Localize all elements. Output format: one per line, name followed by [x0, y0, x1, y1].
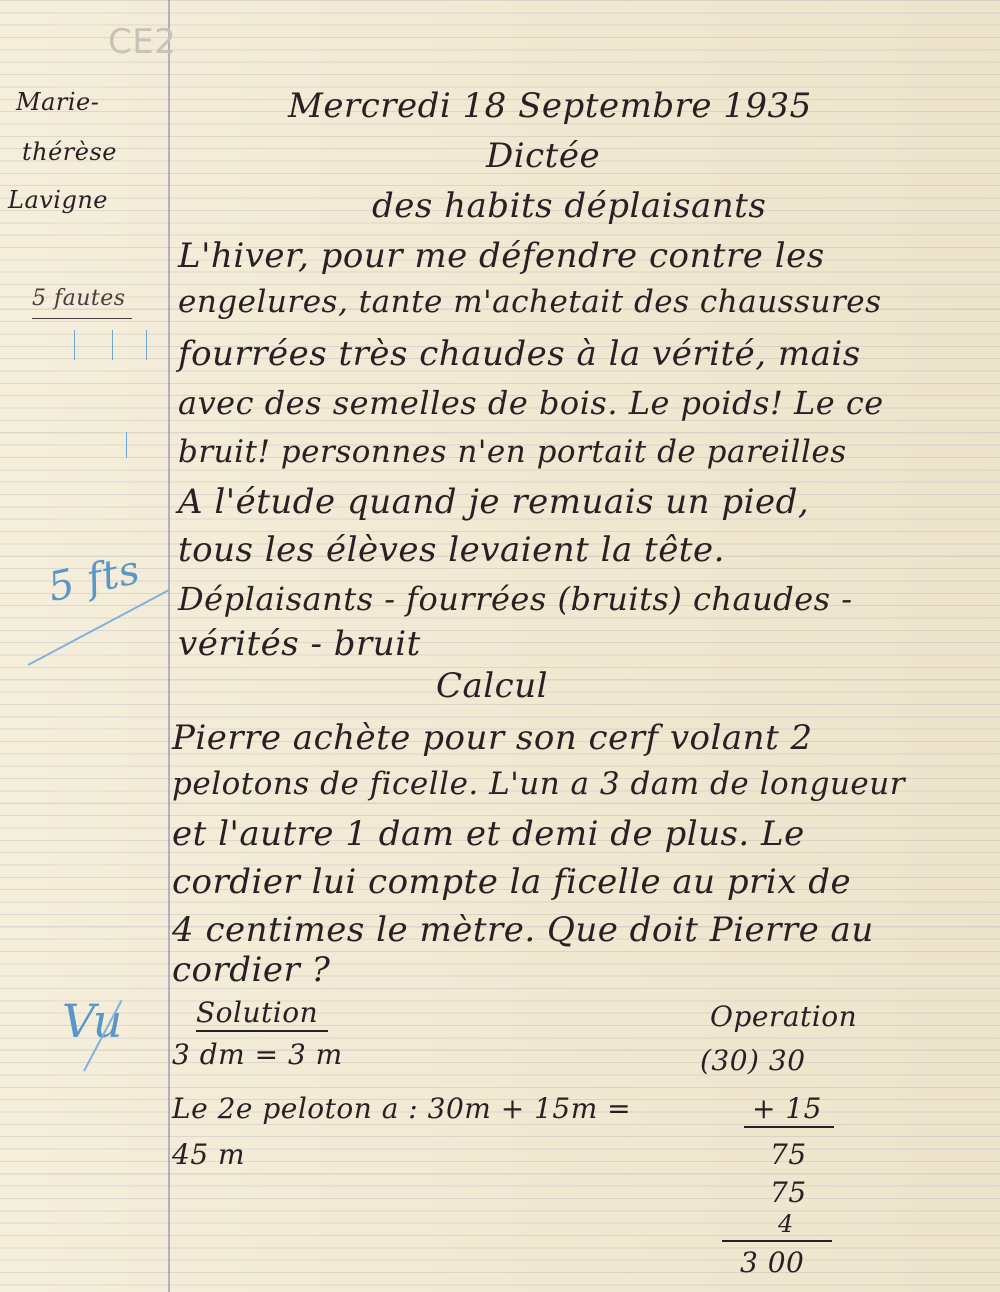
dictee-line: engelures, tante m'achetait des chaussures	[178, 284, 882, 320]
dictee-line: L'hiver, pour me défendre contre les	[178, 236, 825, 276]
dictee-correction-line: vérités - bruit	[178, 624, 421, 664]
calcul-grade: Vu	[62, 994, 123, 1048]
student-name-line-2: thérèse	[22, 138, 117, 166]
solution-line: Le 2e peloton a : 30m + 15m =	[172, 1092, 632, 1125]
dictee-line: fourrées très chaudes à la vérité, mais	[178, 334, 861, 374]
dictee-title: des habits déplaisants	[372, 186, 767, 226]
dictee-line: tous les élèves levaient la tête.	[178, 530, 725, 570]
calcul-heading: Calcul	[436, 666, 548, 706]
class-mark: CE2	[108, 22, 177, 62]
operation-line: (30) 30	[700, 1044, 806, 1077]
operation-line: 75	[770, 1138, 807, 1171]
solution-underline	[196, 1030, 328, 1032]
dictee-line: bruit! personnes n'en portait de pareilles	[178, 434, 847, 470]
calcul-line: 4 centimes le mètre. Que doit Pierre au	[172, 910, 874, 950]
dictee-heading: Dictée	[486, 136, 601, 176]
calcul-line: cordier lui compte la ficelle au prix de	[172, 862, 852, 902]
dictee-line: A l'étude quand je remuais un pied,	[178, 482, 810, 522]
fault-tick	[112, 330, 113, 360]
solution-heading: Solution	[196, 996, 319, 1029]
dictee-grade: 5 fts	[44, 546, 144, 612]
fault-tick	[74, 330, 75, 360]
dictee-correction-line: Déplaisants - fourrées (bruits) chaudes -	[178, 580, 853, 618]
margin-line	[168, 0, 170, 1292]
date-heading: Mercredi 18 Septembre 1935	[288, 86, 812, 126]
calcul-line: cordier ?	[172, 950, 331, 990]
operation-heading: Operation	[710, 1000, 858, 1033]
operation-line: 4	[778, 1210, 794, 1238]
operation-result: 3 00	[740, 1246, 805, 1279]
student-name-line-3: Lavigne	[8, 186, 109, 214]
dictee-line: avec des semelles de bois. Le poids! Le ce	[178, 384, 884, 422]
operation-line: + 15	[752, 1092, 822, 1125]
calcul-line: Pierre achète pour son cerf volant 2	[172, 718, 813, 758]
operation-rule	[744, 1126, 834, 1128]
faults-underline	[32, 318, 132, 319]
operation-rule	[722, 1240, 832, 1242]
calcul-line: et l'autre 1 dam et demi de plus. Le	[172, 814, 805, 854]
fault-tick	[146, 330, 147, 360]
calcul-line: pelotons de ficelle. L'un a 3 dam de longueur	[172, 766, 906, 802]
solution-line: 45 m	[172, 1138, 246, 1171]
faults-count: 5 fautes	[32, 286, 126, 311]
operation-line: 75	[770, 1176, 807, 1209]
fault-tick	[126, 432, 127, 458]
student-name-line-1: Marie-	[16, 88, 100, 116]
solution-line: 3 dm = 3 m	[172, 1038, 343, 1071]
